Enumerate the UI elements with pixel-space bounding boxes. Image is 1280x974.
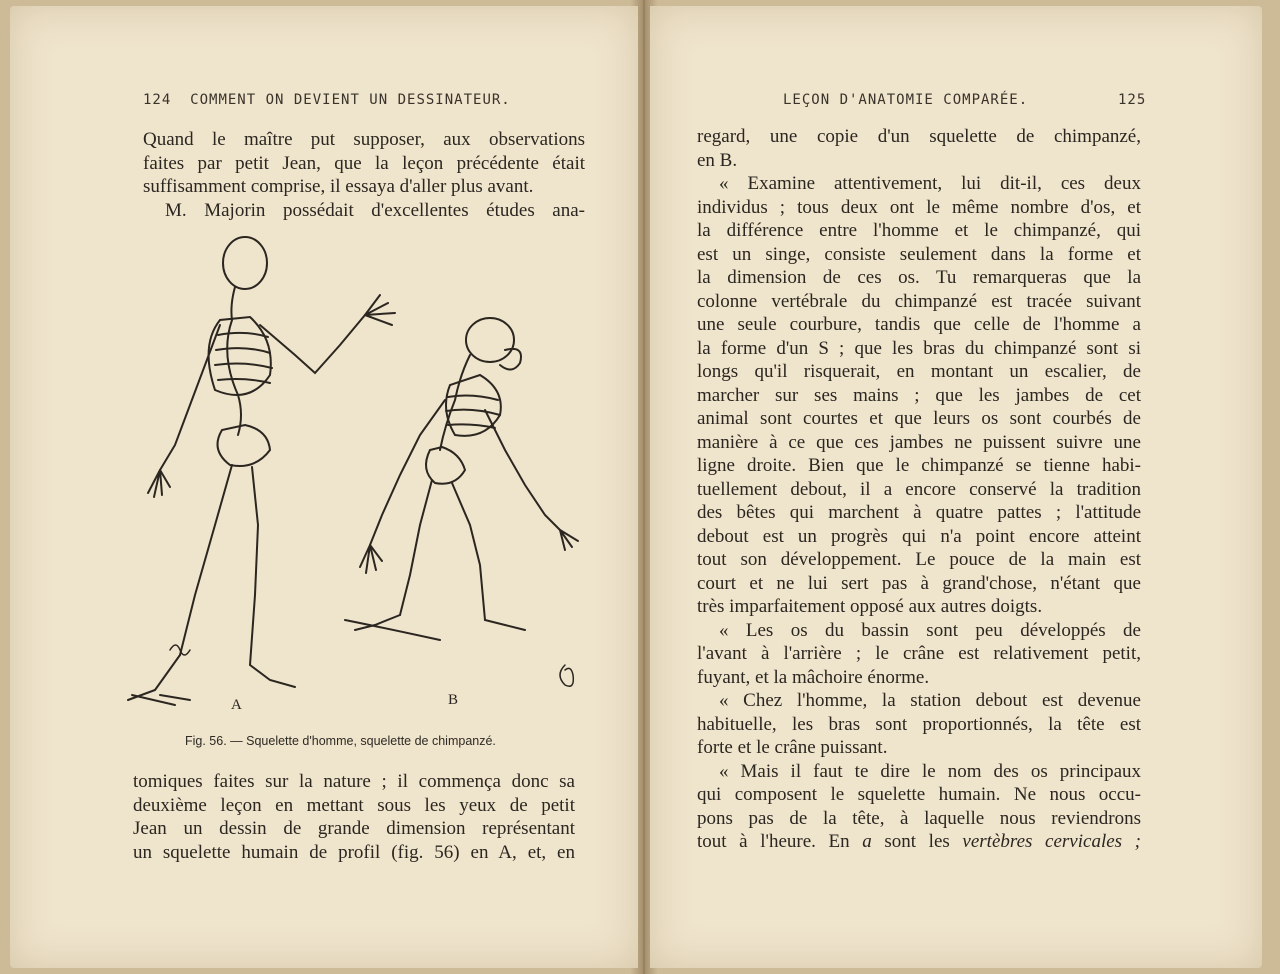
text-line: habituelle, les bras sont proportionnés, la tête est (697, 713, 1141, 735)
text-line: en B. (697, 149, 738, 171)
text-line: la forme d'un S ; que les bras du chimpanzé sont si (697, 337, 1141, 359)
text-line: « Les os du bassin sont peu développés de (719, 619, 1141, 641)
text-line: individus ; tous deux ont le même nombre d'os, et (697, 196, 1141, 218)
left-top-paragraphs (143, 128, 585, 222)
text-line: l'avant à l'arrière ; le crâne est relativement petit, (697, 643, 1141, 664)
text-line: Quand le maître put supposer, aux observations (143, 129, 585, 150)
text-line: la différence entre l'homme et le chimpanzé, qui (697, 220, 1141, 241)
text-line: manière à ce que ces jambes ne puissent suivre une (697, 431, 1141, 453)
left-bottom-paragraph (133, 770, 575, 864)
text-line: pons pas de la tête, à laquelle nous reviendrons (697, 807, 1141, 829)
text-line: est un singe, consiste seulement dans la forme et (697, 243, 1141, 265)
text-line: ligne droite. Bien que le chimpanzé se tienne habi- (697, 455, 1141, 476)
final-line-italic: vertèbres cervicales ; (962, 831, 1142, 852)
right-page-number: 125 (1118, 92, 1147, 108)
text-line: une seule courbure, tandis que celle de l'homme a (697, 314, 1141, 335)
text-line: longs qu'il risquerait, en montant un escalier, de (697, 361, 1141, 382)
human-skeleton (128, 237, 395, 705)
text-line: Jean un dessin de grande dimension représentant (133, 818, 575, 839)
text-line: tomiques faites sur la nature ; il commença donc sa (133, 771, 575, 792)
text-line: forte et le crâne puissant. (697, 737, 888, 758)
figure-label-a: A (231, 697, 242, 713)
text-line: « Mais il faut te dire le nom des os principaux (719, 760, 1141, 782)
text-line: suffisamment comprise, il essaya d'aller plus avant. (143, 176, 534, 197)
text-line: debout est un progrès qui n'a point encore atteint (697, 525, 1141, 547)
final-line-letter-a: a (862, 831, 872, 852)
left-page-number: 124 (143, 92, 172, 108)
text-line-final (697, 830, 1141, 854)
text-line: très imparfaitement opposé aux autres doigts. (697, 596, 1043, 617)
right-text (697, 125, 1141, 854)
left-running-title: COMMENT ON DEVIENT UN DESSINATEUR. (190, 92, 511, 108)
left-running-head (143, 92, 511, 108)
text-line: animal sont courtes et que leurs os sont courbés de (697, 408, 1141, 429)
text-line: « Examine attentivement, lui dit-il, ces deux (719, 173, 1141, 194)
figure-label-b: B (448, 692, 459, 708)
text-line: fuyant, et la mâchoire énorme. (697, 666, 930, 688)
text-line: des bêtes qui marchent à quatre pattes ; l'attitude (697, 502, 1141, 523)
text-line: un squelette humain de profil (fig. 56) en A, et, en (133, 841, 575, 863)
text-line: colonne vertébrale du chimpanzé est tracée suivant (697, 290, 1141, 312)
text-line: tout son développement. Le pouce de la main est (697, 549, 1141, 570)
final-line-middle: sont les (871, 831, 963, 852)
right-running-title: LEÇON D'ANATOMIE COMPARÉE. (783, 92, 1029, 108)
text-line: faites par petit Jean, que la leçon précédente était (143, 152, 585, 174)
figure-caption: Fig. 56. — Squelette d'homme, squelette de chimpanzé. (185, 734, 496, 748)
text-line: regard, une copie d'un squelette de chimpanzé, (697, 126, 1141, 147)
text-line: deuxième leçon en mettant sous les yeux de petit (133, 794, 575, 816)
text-line: court et ne lui sert pas à grand'chose, n'étant que (697, 572, 1141, 594)
text-line: la dimension de ces os. Tu remarqueras que la (697, 267, 1141, 288)
chimpanzee-skeleton (345, 318, 578, 640)
text-line: marcher sur ses mains ; que les jambes de cet (697, 384, 1141, 406)
text-line: « Chez l'homme, la station debout est devenue (719, 690, 1141, 711)
final-line-start: tout à l'heure. En (697, 831, 863, 852)
text-line: qui composent le squelette humain. Ne nous occu- (697, 784, 1141, 805)
text-line: tuellement debout, il a encore conservé la tradition (697, 478, 1141, 500)
text-line: M. Majorin possédait d'excellentes études ana- (165, 199, 585, 221)
skeleton-figure (120, 225, 590, 725)
